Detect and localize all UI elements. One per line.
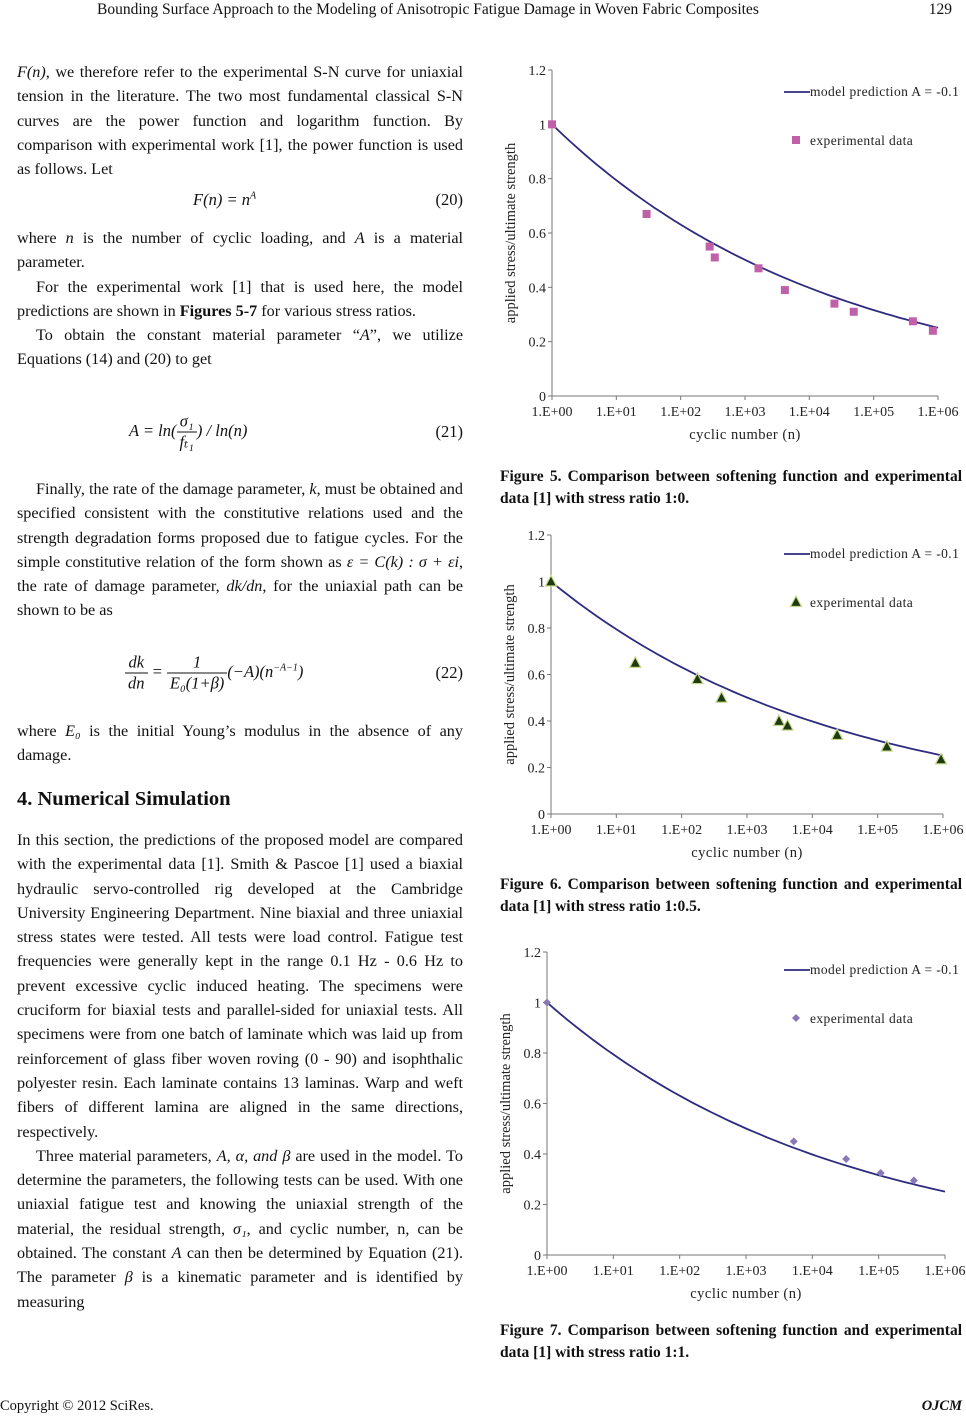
y-tick-label: 0.8 [527,622,545,637]
y-tick-label: 0.4 [523,1148,541,1163]
data-point [643,210,651,218]
paragraph-where-n: where n is the number of cyclic loading, and A is a material parameter. For the experimental work [1] that is used here, the model predictions are shown in Figures 5-7 for various stress ratios. To obtain the constant material parameter “A”, we utilize Equations (14) and (20) to get [17,229,464,369]
x-axis-label: cyclic number (n) [691,845,803,861]
y-axis-label: applied stress/ultimate strength [503,142,519,324]
figure-5-caption: Figure 5. Comparison between softening function and experimental data [1] with stress ratio 1:0. [500,468,962,507]
y-tick-label: 0.8 [523,1047,541,1062]
inline-equation: ε = C(k) : σ + εi [346,552,459,571]
x-tick-label: 1.E+04 [791,823,833,838]
equation-number: (22) [435,662,463,682]
x-tick-label: 1.E+03 [724,405,766,420]
x-axis-label: cyclic number (n) [689,427,801,443]
y-axis-label: applied stress/ultimate strength [498,1013,514,1194]
data-point [774,715,785,726]
data-point [546,576,557,587]
figure-6-caption: Figure 6. Comparison between softening function and experimental data [1] with stress ratio 1:0.5. [500,876,962,915]
x-tick-label: 1.E+05 [857,823,899,838]
data-point [850,308,858,316]
y-tick-label: 0 [534,1249,541,1264]
x-tick-label: 1.E+04 [788,405,830,420]
legend-model-label: model prediction A = -0.1 [810,546,960,561]
equation-body: $\frac{dk}{dn}$ = $\frac{1}{\text{E₀(1+β)}}$ $(-A)(n^{-A-1})$ [125,652,303,693]
chart-figure-6 [502,529,963,861]
equation-body: $F(n) = n^A$ [193,190,257,209]
data-point [711,253,719,261]
y-tick-label: 1 [539,118,546,134]
x-tick-label: 1.E+06 [917,405,959,420]
y-tick-label: 0.2 [527,761,545,777]
x-tick-label: 1.E+00 [530,823,572,838]
legend-data-label: experimental data [810,133,914,148]
paragraph-e0: where E₀ is the initial Young’s modulus in the absence of any damage. [17,722,463,765]
equation-number: (20) [435,190,463,209]
text: , we therefore refer to the experimental S-N curve for uniaxial tension in the literature. The two most fundamental classical S-N curves are the power function and logarithm function. By comparison with experimental work [1], the power function is used as follows. Let [17,63,463,179]
y-tick-label: 0.6 [527,668,545,684]
y-tick-label: 0.4 [527,715,545,730]
math-fn: F(n) [17,63,46,81]
y-tick-label: 1 [538,575,545,591]
y-axis-label: applied stress/ultimate strength [502,584,518,765]
x-tick-label: 1.E+02 [659,1264,701,1279]
y-tick-label: 0.2 [523,1198,541,1214]
data-point [716,692,727,703]
y-tick-label: 0.4 [528,281,546,297]
x-tick-label: 1.E+05 [858,1264,900,1279]
x-tick-label: 1.E+03 [725,1264,767,1279]
model-prediction-line [552,124,938,327]
x-tick-label: 1.E+01 [595,823,637,838]
y-tick-label: 1.2 [527,529,545,544]
x-tick-label: 1.E+02 [660,405,702,420]
legend-model-label: model prediction A = -0.1 [810,84,960,99]
data-point [755,264,763,272]
model-prediction-line [547,1003,945,1192]
y-tick-label: 1.2 [523,946,541,961]
legend-marker-swatch [792,136,800,144]
x-tick-label: 1.E+06 [922,823,964,838]
chart-figure-7 [498,946,965,1302]
data-point [630,657,641,668]
data-point [842,1155,850,1163]
paragraph-damage-rate: Finally, the rate of the damage parameter, k, must be obtained and specified consistent with the constitutive relations used and the strength degradation forms proposed due to fatigue cycles. For the simple constitutive relation of the form shown as ε = C(k) : σ + εi, the rate of damage parameter, dk/dn, for the uniaxial path can be shown to be as [17,480,464,620]
y-tick-label: 0.8 [528,172,546,188]
data-point [692,673,703,684]
figure-reference: Figures 5-7 [179,301,258,320]
section-heading: 4. Numerical Simulation [17,788,231,810]
data-point [790,1137,798,1145]
page-number: 129 [928,1,952,18]
footer-journal: OJCM [921,1398,962,1414]
data-point [830,300,838,308]
footer-copyright: Copyright © 2012 SciRes. [0,1398,154,1414]
y-tick-label: 1 [534,996,541,1012]
data-point [929,327,937,335]
figure-7-caption: Figure 7. Comparison between softening function and experimental data [1] with stress ratio 1:1. [500,1322,962,1361]
x-tick-label: 1.E+06 [924,1264,966,1279]
x-tick-label: 1.E+01 [592,1264,634,1279]
x-tick-label: 1.E+00 [531,405,573,420]
x-tick-label: 1.E+03 [726,823,768,838]
data-point [548,120,556,128]
chart-figure-5 [503,64,959,443]
x-tick-label: 1.E+00 [526,1264,568,1279]
running-title: Bounding Surface Approach to the Modeling of Anisotropic Fatigue Damage in Woven Fabric Composites [97,1,759,18]
x-tick-label: 1.E+01 [595,405,637,420]
y-tick-label: 1.2 [528,64,546,79]
data-point [909,317,917,325]
equation-number: (21) [435,422,463,441]
y-tick-label: 0 [539,390,546,405]
data-point [781,286,789,294]
legend-data-label: experimental data [810,1011,914,1026]
text: In this section, the predictions of the proposed model are compared with the experimental data [1]. Smith & Pascoe [1] used a biaxial hydraulic servo-controlled rig developed at the Cambridge University Engineering Department. Nine biaxial and three uniaxial stress states were tested. All tests were load control. Fatigue test frequencies were generally kept in the range 0.1 Hz - 0.6 Hz to prevent excessive cyclic induced heating. The specimens were cruciform for biaxial tests and parallel-sided for uniaxial tests. All specimens were from one batch of laminate which was laid up from reinforcement of glass fiber woven roving (0 - 90) and isophthalic polyester resin. Each laminate contains 13 laminas. Warp and weft fibers of different lamina are aligned in the same directions, respectively. [17,831,463,1141]
legend-data-label: experimental data [810,595,914,610]
legend-model-label: model prediction A = -0.1 [810,962,960,977]
data-point [706,243,714,251]
x-axis-label: cyclic number (n) [690,1286,802,1302]
paragraph-numerical-simulation: In this section, the predictions of the proposed model are compared with the experimental data [1]. Smith & Pascoe [1] used a biaxial hydraulic servo-controlled rig developed at the Cambridge University Engineering Department. Nine biaxial and three uniaxial stress states were tested. All tests were load control. Fatigue test frequencies were generally kept in the range 0.1 Hz - 0.6 Hz to prevent excessive cyclic induced heating. The specimens were cruciform for biaxial tests and parallel-sided for uniaxial tests. All specimens were from one batch of laminate which was laid up from reinforcement of glass fiber woven roving (0 - 90) and isophthalic polyester resin. Each laminate contains 13 laminas. Warp and weft fibers of different lamina are aligned in the same directions, respectively. Three material parameters, A, α, and β are used in the model. To determine the parameters, the following tests can be used. With one uniaxial fatigue test and knowing the uniaxial strength of the material, the residual strength, σ₁, and cyclic number, n, can be obtained. The constant A can then be determined by Equation (21). The parameter β is a kinematic parameter and is identified by measuring [17,828,463,1314]
y-tick-label: 0.2 [528,335,546,351]
x-tick-label: 1.E+04 [791,1264,833,1279]
y-tick-label: 0.6 [523,1097,541,1113]
x-tick-label: 1.E+05 [853,405,895,420]
legend-marker-swatch [791,596,802,607]
x-tick-label: 1.E+02 [661,823,703,838]
legend-marker-swatch [792,1014,800,1022]
y-tick-label: 0.6 [528,227,546,242]
equation-body: A = ln( $\frac{\text{σ₁}}{\text{fₜ₁}}$ ) / ln(n) [129,411,248,452]
y-tick-label: 0 [538,808,545,823]
